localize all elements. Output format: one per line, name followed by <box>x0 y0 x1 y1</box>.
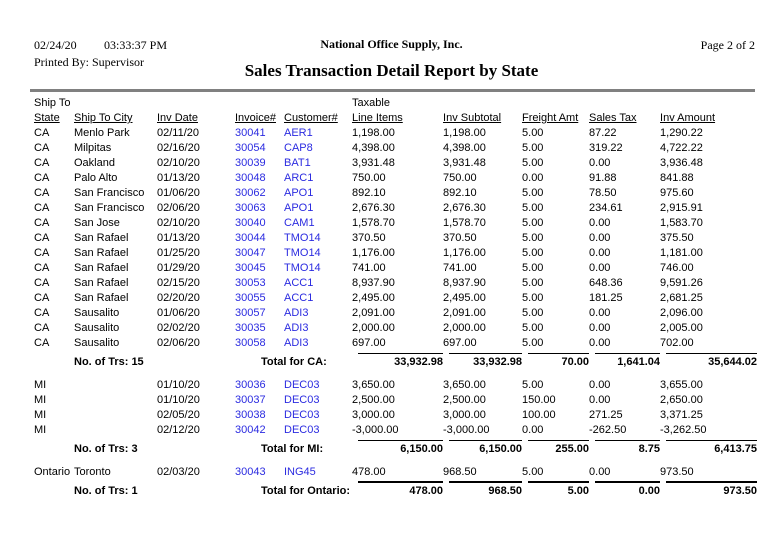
cell-taxable-line-items: 1,198.00 <box>352 127 395 139</box>
table-row <box>34 406 757 421</box>
cell-sales-tax: 0.00 <box>589 307 611 319</box>
total-inv-subtotal: 33,932.98 <box>443 349 522 368</box>
cell-taxable-line-items: 2,676.30 <box>352 202 395 214</box>
column-group-row <box>34 96 757 109</box>
cell-inv-date: 02/16/20 <box>157 142 200 154</box>
cell-inv-date: 02/15/20 <box>157 277 200 289</box>
table-row <box>34 259 757 274</box>
cell-freight-amt: 5.00 <box>522 232 544 244</box>
cell-empty <box>34 349 74 368</box>
total-inv-amount: 35,644.02 <box>660 349 757 368</box>
cell-taxable-line-items: 750.00 <box>352 172 386 184</box>
cell-inv-date: 02/06/20 <box>157 202 200 214</box>
cell-inv-date: 01/13/20 <box>157 172 200 184</box>
report-title: Sales Transaction Detail Report by State <box>244 61 539 80</box>
cell-sales-tax: 78.50 <box>589 187 617 199</box>
total-label: Total for MI: <box>261 443 324 455</box>
table-row <box>34 139 757 154</box>
cell-inv-subtotal: 750.00 <box>443 172 477 184</box>
cell-customer-number[interactable]: ACC1 <box>284 277 314 289</box>
cell-freight-amt: 0.00 <box>522 172 544 184</box>
cell-customer-number[interactable]: CAP8 <box>284 142 313 154</box>
cell-customer-number[interactable]: BAT1 <box>284 157 311 169</box>
cell-state: CA <box>34 172 50 184</box>
cell-invoice-number[interactable]: 30055 <box>235 292 266 304</box>
cell-state: MI <box>34 379 47 391</box>
cell-taxable-line-items: 741.00 <box>352 262 386 274</box>
cell-sales-tax: 0.00 <box>589 466 611 478</box>
col-header-ship-to-city: Ship To City <box>74 112 133 124</box>
total-sales-tax: 1,641.04 <box>589 349 660 368</box>
cell-taxable-line-items: 4,398.00 <box>352 142 395 154</box>
cell-sales-tax: -262.50 <box>589 424 627 436</box>
cell-sales-tax: 91.88 <box>589 172 617 184</box>
cell-freight-amt: 5.00 <box>522 157 544 169</box>
cell-inv-date: 02/12/20 <box>157 424 200 436</box>
cell-invoice-number[interactable]: 30040 <box>235 217 266 229</box>
cell-ship-to-city: San Jose <box>74 217 120 229</box>
cell-inv-amount: 3,371.25 <box>660 409 703 421</box>
cell-inv-amount: 746.00 <box>660 262 694 274</box>
cell-ship-to-city <box>74 376 157 391</box>
table-row <box>34 199 757 214</box>
cell-ship-to-city: Menlo Park <box>74 127 130 139</box>
cell-ship-to-city: Sausalito <box>74 322 120 334</box>
cell-freight-amt: 5.00 <box>522 337 544 349</box>
cell-invoice-number[interactable]: 30043 <box>235 466 266 478</box>
table-row <box>34 169 757 184</box>
total-freight-amt: 5.00 <box>522 478 589 497</box>
cell-invoice-number[interactable]: 30035 <box>235 322 266 334</box>
cell-ship-to-city: Sausalito <box>74 307 120 319</box>
cell-ship-to-city: San Rafael <box>74 277 129 289</box>
cell-invoice-number[interactable]: 30048 <box>235 172 266 184</box>
cell-inv-date: 02/05/20 <box>157 409 200 421</box>
cell-customer-number[interactable]: ING45 <box>284 466 316 478</box>
cell-ship-to-city: San Francisco <box>74 187 145 199</box>
cell-sales-tax: 0.00 <box>589 247 611 259</box>
print-time: 03:33:37 PM <box>104 38 168 52</box>
cell-ship-to-city: San Rafael <box>74 292 129 304</box>
cell-inv-date: 02/02/20 <box>157 322 200 334</box>
cell-inv-date: 01/25/20 <box>157 247 200 259</box>
cell-customer-number[interactable]: ACC1 <box>284 292 314 304</box>
cell-taxable-line-items: 2,495.00 <box>352 292 395 304</box>
sales-detail-table <box>34 96 757 497</box>
report-table-body <box>34 124 757 497</box>
cell-inv-subtotal: 1,176.00 <box>443 247 486 259</box>
cell-state: MI <box>34 409 47 421</box>
cell-ship-to-city: San Rafael <box>74 262 129 274</box>
transaction-count: No. of Trs: 1 <box>74 485 138 497</box>
cell-inv-amount: 1,583.70 <box>660 217 703 229</box>
total-taxable-line-items: 478.00 <box>352 478 443 497</box>
cell-ship-to-city: Sausalito <box>74 337 120 349</box>
print-date: 02/24/20 <box>34 38 77 52</box>
cell-sales-tax: 87.22 <box>589 127 617 139</box>
cell-freight-amt: 5.00 <box>522 277 544 289</box>
table-row <box>34 319 757 334</box>
cell-state: CA <box>34 307 50 319</box>
cell-inv-date: 02/03/20 <box>157 466 200 478</box>
cell-customer-number[interactable]: TMO14 <box>284 232 321 244</box>
cell-inv-subtotal: 8,937.90 <box>443 277 486 289</box>
cell-state: CA <box>34 127 50 139</box>
cell-taxable-line-items: 697.00 <box>352 337 386 349</box>
cell-inv-date: 02/10/20 <box>157 157 200 169</box>
cell-state: CA <box>34 202 50 214</box>
cell-sales-tax: 0.00 <box>589 157 611 169</box>
cell-state: CA <box>34 217 50 229</box>
cell-inv-amount: 2,650.00 <box>660 394 703 406</box>
cell-inv-subtotal: 1,578.70 <box>443 217 486 229</box>
cell-inv-subtotal: 2,000.00 <box>443 322 486 334</box>
col-header-freight-amt: Freight Amt <box>522 112 579 124</box>
cell-freight-amt: 5.00 <box>522 379 544 391</box>
cell-taxable-line-items: 478.00 <box>352 466 386 478</box>
cell-customer-number[interactable]: APO1 <box>284 187 314 199</box>
cell-empty <box>34 478 74 497</box>
cell-customer-number[interactable]: TMO14 <box>284 247 321 259</box>
cell-customer-number[interactable]: APO1 <box>284 202 314 214</box>
cell-state: Ontario <box>34 466 71 478</box>
transaction-count: No. of Trs: 15 <box>74 356 144 368</box>
cell-state: CA <box>34 337 50 349</box>
cell-inv-subtotal: 2,500.00 <box>443 394 486 406</box>
cell-ship-to-city: Palo Alto <box>74 172 118 184</box>
cell-inv-subtotal: -3,000.00 <box>443 424 490 436</box>
cell-inv-amount: 2,005.00 <box>660 322 703 334</box>
cell-ship-to-city <box>74 421 157 436</box>
cell-inv-amount: 375.50 <box>660 232 694 244</box>
cell-ship-to-city <box>74 391 157 406</box>
total-freight-amt: 70.00 <box>522 349 589 368</box>
cell-freight-amt: 0.00 <box>522 424 544 436</box>
cell-taxable-line-items: 1,176.00 <box>352 247 395 259</box>
cell-customer-number[interactable]: CAM1 <box>284 217 315 229</box>
cell-state: CA <box>34 232 50 244</box>
cell-taxable-line-items: -3,000.00 <box>352 424 399 436</box>
cell-state: CA <box>34 322 50 334</box>
cell-inv-subtotal: 2,091.00 <box>443 307 486 319</box>
total-label: Total for CA: <box>261 356 327 368</box>
cell-invoice-number[interactable]: 30058 <box>235 337 266 349</box>
table-row <box>34 229 757 244</box>
cell-state: MI <box>34 424 47 436</box>
table-row <box>34 463 757 478</box>
ship-to-group-label: Ship To <box>34 97 71 109</box>
cell-state: CA <box>34 142 50 154</box>
cell-state: CA <box>34 187 50 199</box>
total-inv-subtotal: 6,150.00 <box>443 436 522 455</box>
section-total-row <box>34 349 757 368</box>
cell-state: CA <box>34 292 50 304</box>
table-row <box>34 214 757 229</box>
cell-customer-number[interactable]: ADI3 <box>284 307 309 319</box>
cell-inv-amount: 2,096.00 <box>660 307 703 319</box>
section-total-row <box>34 478 757 497</box>
cell-inv-amount: 3,936.48 <box>660 157 703 169</box>
header-divider <box>30 89 755 92</box>
table-row <box>34 421 757 436</box>
cell-inv-subtotal: 2,495.00 <box>443 292 486 304</box>
table-row <box>34 154 757 169</box>
col-header-state: State <box>34 112 60 124</box>
cell-inv-subtotal: 2,676.30 <box>443 202 486 214</box>
cell-inv-amount: 975.60 <box>660 187 694 199</box>
col-header-inv-amount: Inv Amount <box>660 112 716 124</box>
cell-sales-tax: 0.00 <box>589 337 611 349</box>
cell-inv-date: 01/29/20 <box>157 262 200 274</box>
cell-customer-number[interactable]: ARC1 <box>284 172 314 184</box>
page-indicator: Page 2 of 2 <box>700 38 755 52</box>
cell-sales-tax: 0.00 <box>589 262 611 274</box>
col-header-customer-number: Customer# <box>284 112 338 124</box>
cell-customer-number[interactable]: DEC03 <box>284 394 320 406</box>
cell-customer-number[interactable]: AER1 <box>284 127 313 139</box>
cell-state: CA <box>34 262 50 274</box>
cell-inv-date: 02/10/20 <box>157 217 200 229</box>
cell-inv-amount: 702.00 <box>660 337 694 349</box>
cell-freight-amt: 5.00 <box>522 307 544 319</box>
cell-invoice-number[interactable]: 30037 <box>235 394 266 406</box>
cell-inv-subtotal: 968.50 <box>443 466 477 478</box>
cell-sales-tax: 234.61 <box>589 202 623 214</box>
col-header-sales-tax: Sales Tax <box>589 112 637 124</box>
cell-customer-number[interactable]: ADI3 <box>284 322 309 334</box>
cell-inv-amount: -3,262.50 <box>660 424 707 436</box>
cell-taxable-line-items: 2,091.00 <box>352 307 395 319</box>
cell-sales-tax: 0.00 <box>589 322 611 334</box>
cell-inv-date: 02/06/20 <box>157 337 200 349</box>
cell-taxable-line-items: 3,000.00 <box>352 409 395 421</box>
cell-freight-amt: 5.00 <box>522 202 544 214</box>
printed-by: Printed By: Supervisor <box>34 55 144 69</box>
cell-inv-date: 02/11/20 <box>157 127 200 139</box>
cell-empty <box>34 436 74 455</box>
cell-invoice-number[interactable]: 30044 <box>235 232 266 244</box>
column-header-row <box>34 109 757 124</box>
cell-inv-date: 02/20/20 <box>157 292 200 304</box>
cell-inv-subtotal: 4,398.00 <box>443 142 486 154</box>
cell-invoice-number[interactable]: 30039 <box>235 157 266 169</box>
cell-inv-subtotal: 741.00 <box>443 262 477 274</box>
cell-taxable-line-items: 2,500.00 <box>352 394 395 406</box>
cell-invoice-number[interactable]: 30053 <box>235 277 266 289</box>
cell-inv-date: 01/06/20 <box>157 187 200 199</box>
cell-freight-amt: 5.00 <box>522 187 544 199</box>
cell-invoice-number[interactable]: 30042 <box>235 424 266 436</box>
total-inv-subtotal: 968.50 <box>443 478 522 497</box>
cell-invoice-number[interactable]: 30062 <box>235 187 266 199</box>
cell-sales-tax: 319.22 <box>589 142 623 154</box>
table-row <box>34 289 757 304</box>
total-label: Total for Ontario: <box>261 485 351 497</box>
total-freight-amt: 255.00 <box>522 436 589 455</box>
cell-invoice-number[interactable]: 30045 <box>235 262 266 274</box>
cell-invoice-number[interactable]: 30054 <box>235 142 266 154</box>
company-name: National Office Supply, Inc. <box>320 37 463 51</box>
cell-inv-date: 01/10/20 <box>157 394 200 406</box>
cell-inv-amount: 841.88 <box>660 172 694 184</box>
cell-freight-amt: 5.00 <box>522 292 544 304</box>
cell-sales-tax: 648.36 <box>589 277 623 289</box>
table-row <box>34 244 757 259</box>
cell-invoice-number[interactable]: 30041 <box>235 127 266 139</box>
total-taxable-line-items: 6,150.00 <box>352 436 443 455</box>
cell-freight-amt: 5.00 <box>522 466 544 478</box>
cell-inv-subtotal: 3,650.00 <box>443 379 486 391</box>
col-header-inv-date: Inv Date <box>157 112 198 124</box>
cell-inv-amount: 9,591.26 <box>660 277 703 289</box>
cell-freight-amt: 150.00 <box>522 394 556 406</box>
cell-ship-to-city <box>74 406 157 421</box>
cell-inv-subtotal: 697.00 <box>443 337 477 349</box>
table-row <box>34 124 757 139</box>
cell-sales-tax: 0.00 <box>589 232 611 244</box>
total-inv-amount: 973.50 <box>660 478 757 497</box>
section-total-row <box>34 436 757 455</box>
cell-inv-amount: 1,290.22 <box>660 127 703 139</box>
table-row <box>34 274 757 289</box>
cell-freight-amt: 5.00 <box>522 322 544 334</box>
cell-invoice-number[interactable]: 30063 <box>235 202 266 214</box>
cell-inv-amount: 4,722.22 <box>660 142 703 154</box>
cell-inv-subtotal: 892.10 <box>443 187 477 199</box>
cell-customer-number[interactable]: TMO14 <box>284 262 321 274</box>
cell-freight-amt: 5.00 <box>522 127 544 139</box>
cell-ship-to-city: San Rafael <box>74 247 129 259</box>
cell-ship-to-city: Oakland <box>74 157 115 169</box>
col-header-invoice-number: Invoice# <box>235 112 276 124</box>
cell-inv-date: 01/13/20 <box>157 232 200 244</box>
col-header-inv-subtotal: Inv Subtotal <box>443 112 502 124</box>
cell-inv-date: 01/06/20 <box>157 307 200 319</box>
cell-freight-amt: 5.00 <box>522 247 544 259</box>
cell-freight-amt: 5.00 <box>522 217 544 229</box>
cell-taxable-line-items: 2,000.00 <box>352 322 395 334</box>
transaction-count: No. of Trs: 3 <box>74 443 138 455</box>
cell-customer-number[interactable]: ADI3 <box>284 337 309 349</box>
cell-ship-to-city: San Francisco <box>74 202 145 214</box>
total-sales-tax: 8.75 <box>589 436 660 455</box>
cell-freight-amt: 5.00 <box>522 262 544 274</box>
cell-sales-tax: 181.25 <box>589 292 623 304</box>
cell-ship-to-city: San Rafael <box>74 232 129 244</box>
cell-inv-amount: 2,915.91 <box>660 202 703 214</box>
cell-inv-subtotal: 370.50 <box>443 232 477 244</box>
table-row <box>34 334 757 349</box>
cell-inv-amount: 1,181.00 <box>660 247 703 259</box>
cell-invoice-number[interactable]: 30057 <box>235 307 266 319</box>
cell-inv-amount: 2,681.25 <box>660 292 703 304</box>
cell-inv-subtotal: 3,931.48 <box>443 157 486 169</box>
cell-sales-tax: 0.00 <box>589 379 611 391</box>
cell-inv-subtotal: 1,198.00 <box>443 127 486 139</box>
table-row <box>34 304 757 319</box>
section-spacer <box>34 455 757 463</box>
cell-sales-tax: 0.00 <box>589 217 611 229</box>
cell-state: CA <box>34 247 50 259</box>
cell-inv-amount: 3,655.00 <box>660 379 703 391</box>
taxable-group-label: Taxable <box>352 97 390 109</box>
cell-inv-amount: 973.50 <box>660 466 694 478</box>
cell-taxable-line-items: 892.10 <box>352 187 386 199</box>
cell-inv-date: 01/10/20 <box>157 379 200 391</box>
total-inv-amount: 6,413.75 <box>660 436 757 455</box>
cell-invoice-number[interactable]: 30038 <box>235 409 266 421</box>
cell-customer-number[interactable]: DEC03 <box>284 379 320 391</box>
cell-state: CA <box>34 157 50 169</box>
section-spacer <box>34 368 757 376</box>
table-row <box>34 376 757 391</box>
table-row <box>34 391 757 406</box>
cell-sales-tax: 0.00 <box>589 394 611 406</box>
cell-customer-number[interactable]: DEC03 <box>284 409 320 421</box>
cell-invoice-number[interactable]: 30047 <box>235 247 266 259</box>
cell-taxable-line-items: 3,931.48 <box>352 157 395 169</box>
cell-taxable-line-items: 8,937.90 <box>352 277 395 289</box>
table-row <box>34 184 757 199</box>
total-sales-tax: 0.00 <box>589 478 660 497</box>
cell-sales-tax: 271.25 <box>589 409 623 421</box>
cell-ship-to-city: Milpitas <box>74 142 112 154</box>
cell-state: CA <box>34 277 50 289</box>
col-header-taxable-line-items: Line Items <box>352 112 403 124</box>
cell-freight-amt: 100.00 <box>522 409 556 421</box>
cell-ship-to-city: Toronto <box>74 466 111 478</box>
cell-customer-number[interactable]: DEC03 <box>284 424 320 436</box>
cell-inv-subtotal: 3,000.00 <box>443 409 486 421</box>
cell-state: MI <box>34 394 47 406</box>
cell-taxable-line-items: 3,650.00 <box>352 379 395 391</box>
cell-taxable-line-items: 370.50 <box>352 232 386 244</box>
cell-invoice-number[interactable]: 30036 <box>235 379 266 391</box>
cell-taxable-line-items: 1,578.70 <box>352 217 395 229</box>
cell-freight-amt: 5.00 <box>522 142 544 154</box>
total-taxable-line-items: 33,932.98 <box>352 349 443 368</box>
